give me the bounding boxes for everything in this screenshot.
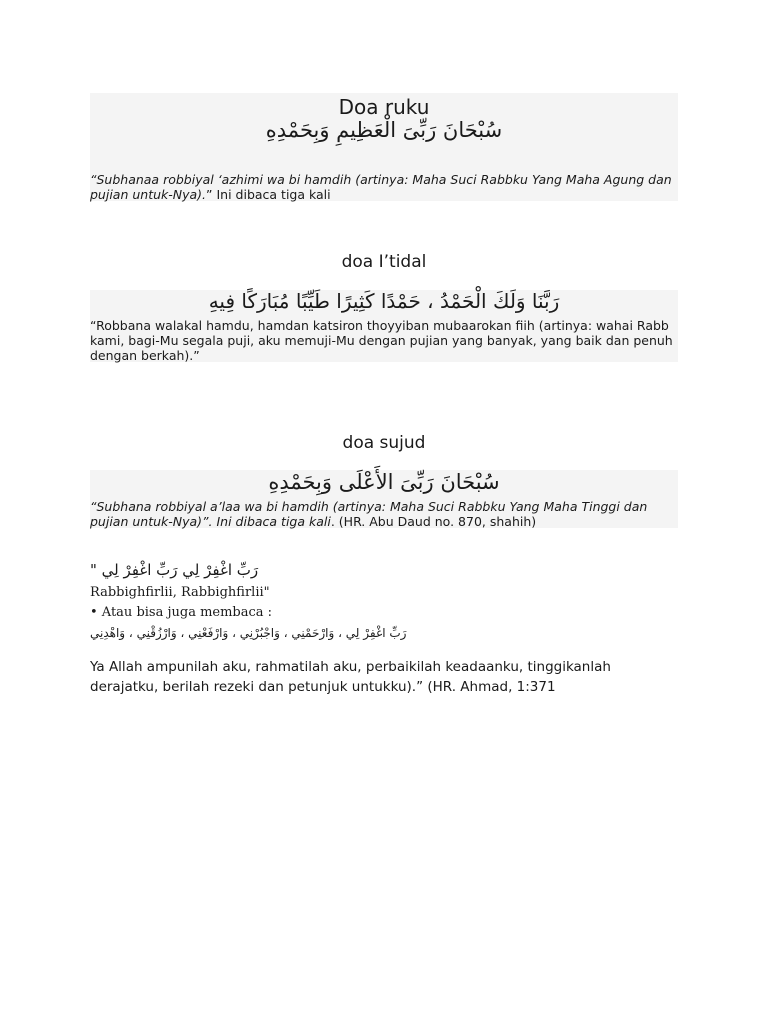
duduk-transliteration: Rabbighfirlii, Rabbighfirlii" — [90, 585, 270, 600]
itidal-title: doa I’tidal — [341, 252, 427, 272]
sujud-transliteration — [90, 499, 678, 529]
ruku-transliteration-note: ” Ini dibaca tiga kali — [206, 187, 331, 202]
ruku-arabic: سُبْحَانَ رَبِّىَ الْعَظِيمِ وَبِحَمْدِهِ — [265, 118, 503, 142]
sujud-transliteration-note: . (HR. Abu Daud no. 870, shahih) — [330, 514, 537, 529]
sujud-arabic: سُبْحَانَ رَبِّىَ الأَعْلَى وَبِحَمْدِهِ — [268, 470, 500, 494]
ruku-transliteration-italic: “Subhanaa robbiyal ‘azhimi wa bi hamdih (artinya: Maha Suci Rabbku Yang Maha Agung dan pujian untuk-Nya). — [90, 172, 672, 202]
ruku-transliteration — [90, 172, 678, 202]
duduk-arabic-line: رَبِّ اغْفِرْ لِي رَبِّ اغْفِرْ لِي " — [90, 561, 259, 579]
itidal-translation: “Robbana walakal hamdu, hamdan katsiron thoyyiban mubaarokan fiih (artinya: wahai Rabb kami, bagi-Mu segala puji, aku memuji-Mu dengan pujian yang banyak, yang baik dan penuh dengan berkah).” — [90, 318, 673, 363]
duduk-arabic-alternative: رَبِّ اغْفِرْ لِي ، وَارْحَمْنِي ، وَاجْبُرْنِي ، وَارْفَعْنِي ، وَارْزُقْنِي ، وَاهْدِنِي — [90, 626, 407, 640]
itidal-arabic: رَبَّنَا وَلَكَ الْحَمْدُ ، حَمْدًا كَثِيرًا طَيِّبًا مُبَارَكًا فِيهِ — [208, 289, 560, 313]
duduk-arabic-line-wrap — [90, 560, 258, 579]
duduk-meaning: Ya Allah ampunilah aku, rahmatilah aku, perbaikilah keadaanku, tinggikanlah derajatku, berilah rezeki dan petunjuk untukku).” (HR. Ahmad, 1:371 — [90, 659, 611, 695]
sujud-title: doa sujud — [342, 433, 426, 453]
duduk-arabic-alt-wrap — [90, 622, 406, 641]
duduk-alternative-label: • Atau bisa juga membaca : — [90, 605, 273, 620]
ruku-title: Doa ruku — [338, 95, 430, 119]
sujud-transliteration-italic: “Subhana robbiyal a’laa wa bi hamdih (artinya: Maha Suci Rabbku Yang Maha Tinggi dan pujian untuk-Nya)”. Ini dibaca tiga kali — [90, 499, 648, 529]
